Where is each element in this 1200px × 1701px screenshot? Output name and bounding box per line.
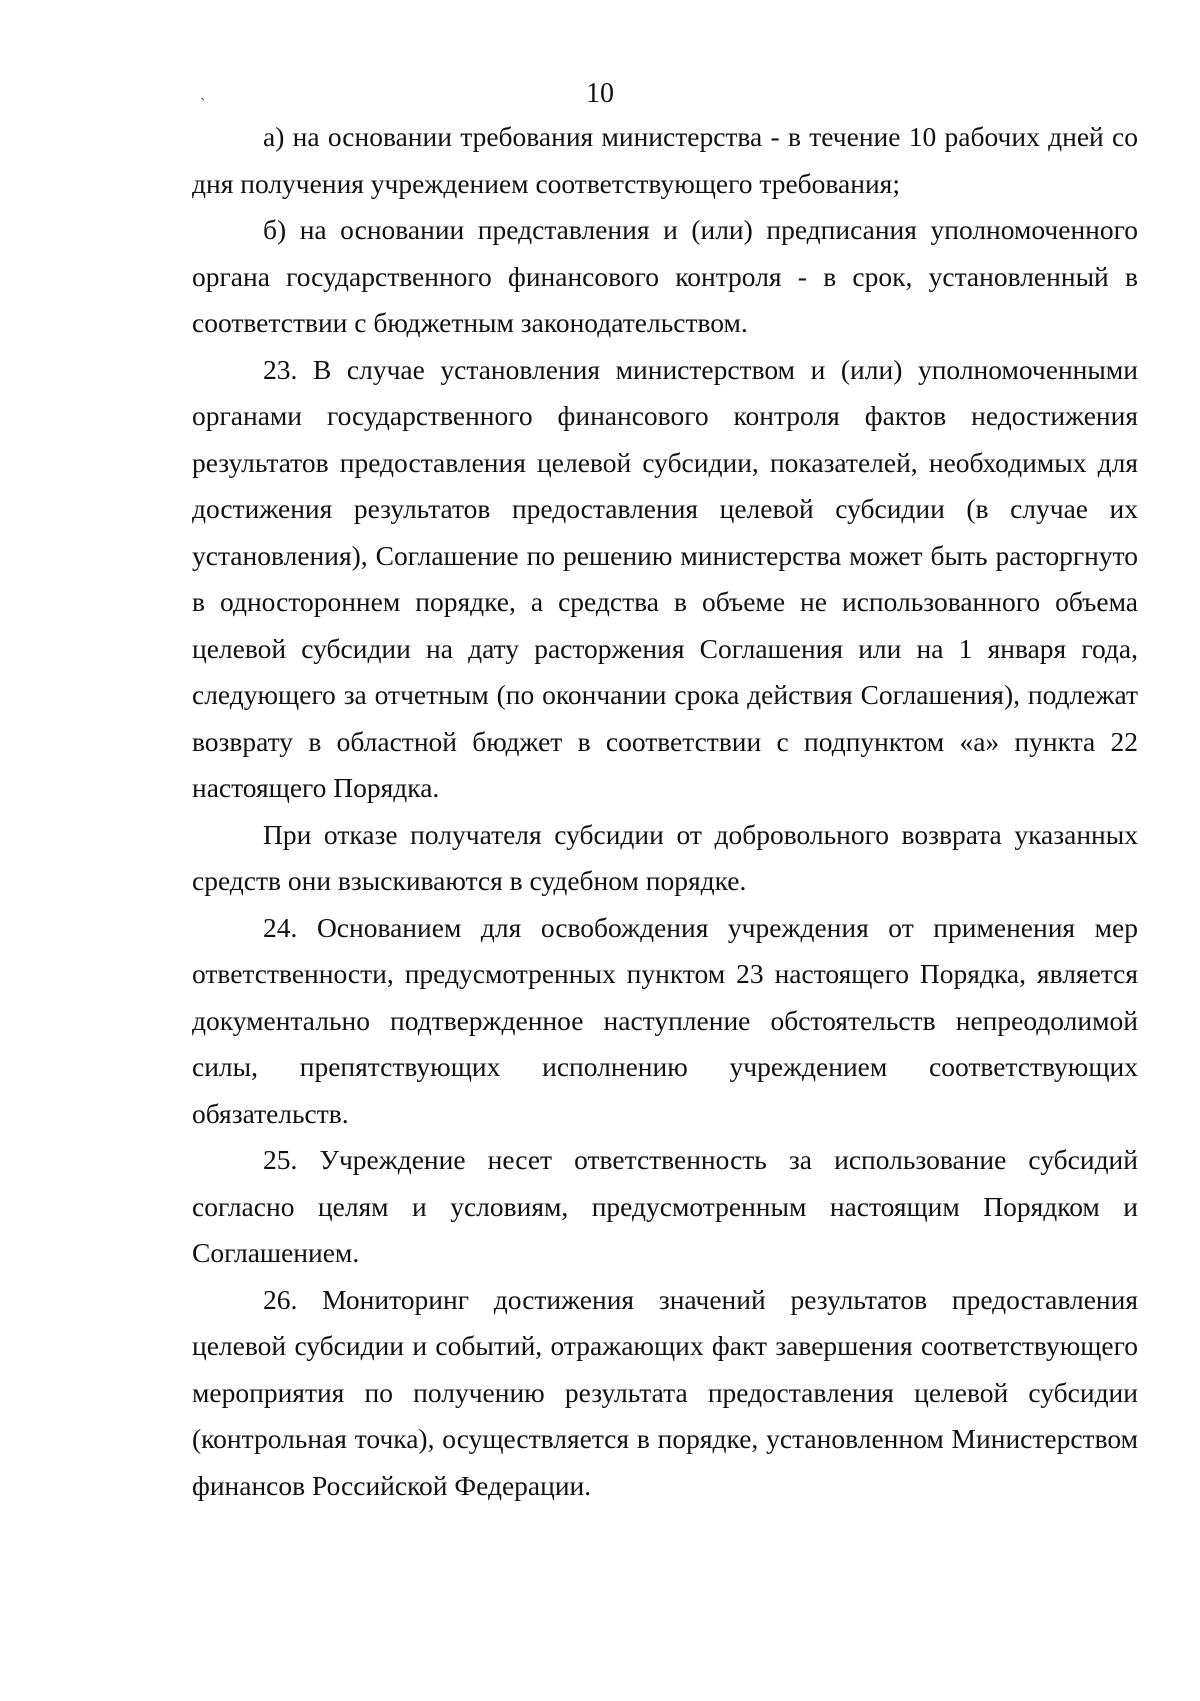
document-body	[192, 114, 1138, 1509]
paragraph-23: 23. В случае установления министерством и (или) уполномоченными органами государственного финансового контроля фактов недостижения результатов предоставления целевой субсидии, показателей, необходимых для достижения результатов предоставления целевой субсидии (в случае их установления), Соглашение по решению министерства может быть расторгнуто в одностороннем порядке, а средства в объеме не использованного объема целевой субсидии на дату расторжения Соглашения или на 1 января года, следующего за отчетным (по окончании срока действия Соглашения), подлежат возврату в областной бюджет в соответствии с подпунктом «а» пункта 22 настоящего Порядка.	[192, 353, 1138, 803]
paragraph-26: 26. Мониторинг достижения значений результатов предоставления целевой субсидии и событий, отражающих факт завершения соответствующего мероприятия по получению результата предоставления целевой субсидии (контрольная точка), осуществляется в порядке, установленном Министерством финансов Российской Федерации.	[192, 1283, 1138, 1501]
paragraph-24: 24. Основанием для освобождения учреждения от применения мер ответственности, предусмотренных пунктом 23 настоящего Порядка, является документально подтвержденное наступление обстоятельств непреодолимой силы, препятствующих исполнению учреждением соответствующих обязательств.	[192, 911, 1138, 1129]
paragraph-22a: а) на основании требования министерства - в течение 10 рабочих дней со дня получения учреждением соответствующего требования;	[192, 121, 1138, 199]
paragraph-22b: б) на основании представления и (или) предписания уполномоченного органа государственного финансового контроля - в срок, установленный в соответствии с бюджетным законодательством.	[192, 214, 1138, 338]
scan-mark: ˏ	[200, 84, 206, 101]
paragraph-23-refusal: При отказе получателя субсидии от добровольного возврата указанных средств они взыскиваются в судебном порядке.	[192, 818, 1138, 896]
paragraph-25: 25. Учреждение несет ответственность за использование субсидий согласно целям и условиям, предусмотренным настоящим Порядком и Соглашением.	[192, 1144, 1138, 1268]
page-number: 10	[586, 78, 614, 109]
